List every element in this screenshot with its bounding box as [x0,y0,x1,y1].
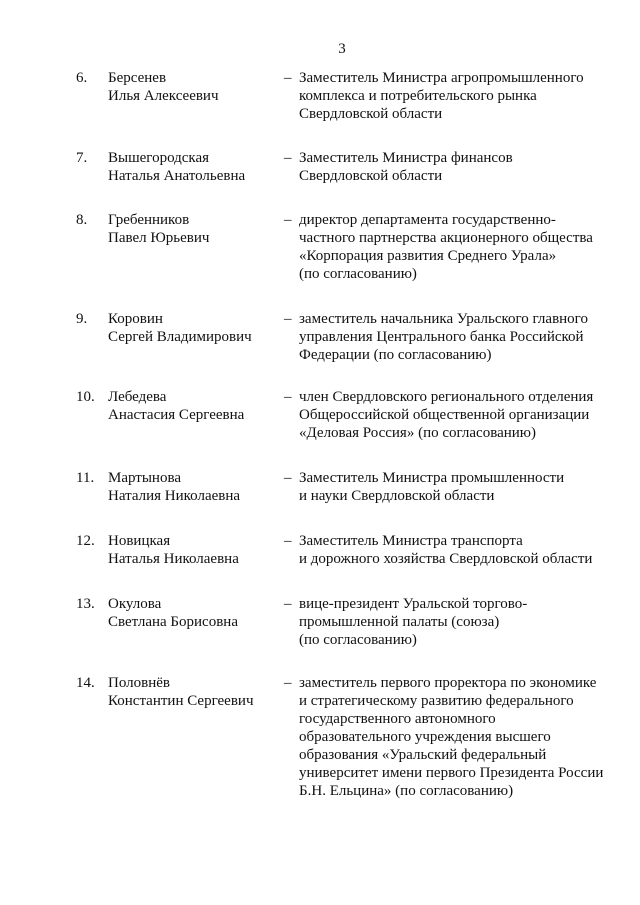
member-position [299,310,619,364]
position-line: Заместитель Министра промышленности [299,470,565,486]
member-surname: Берсенев [108,70,167,86]
member-surname: Гребенников [108,212,190,228]
position-line: вице-президент Уральской торгово- [299,596,528,612]
position-line: Б.Н. Ельцина» (по согласованию) [299,783,514,799]
entry-number: 9. [76,311,88,327]
member-given-names: Наталия Николаевна [108,488,241,504]
page-number: 3 [338,41,346,57]
position-line: образовательного учреждения высшего [299,729,551,745]
position-line: Свердловской области [299,168,443,184]
entry-number: 7. [76,150,88,166]
member-surname: Коровин [108,311,163,327]
separator-dash: – [284,470,292,486]
position-line: управления Центрального банка Российской [299,329,584,345]
position-line: Заместитель Министра транспорта [299,533,523,549]
position-line: Заместитель Министра агропромышленного [299,70,584,86]
member-given-names: Светлана Борисовна [108,614,238,630]
member-given-names: Сергей Владимирович [108,329,252,345]
member-surname: Лебедева [108,389,167,405]
member-name [108,595,278,631]
member-given-names: Павел Юрьевич [108,230,210,246]
member-given-names: Анастасия Сергеевна [108,407,245,423]
member-name [108,388,278,424]
position-line: комплекса и потребительского рынка [299,88,537,104]
member-position [299,595,619,649]
position-line: государственного автономного [299,711,496,727]
position-line: Общероссийской общественной организации [299,407,590,423]
member-surname: Вышегородская [108,150,210,166]
entry-number: 12. [76,533,95,549]
member-given-names: Илья Алексеевич [108,88,219,104]
member-name [108,310,278,346]
position-line: и дорожного хозяйства Свердловской области [299,551,593,567]
member-name [108,69,278,105]
member-surname: Окулова [108,596,162,612]
separator-dash: – [284,212,292,228]
position-line: (по согласованию) [299,632,417,648]
member-surname: Половнёв [108,675,170,691]
position-line: (по согласованию) [299,266,417,282]
separator-dash: – [284,596,292,612]
entry-number: 10. [76,389,95,405]
member-given-names: Константин Сергеевич [108,693,254,709]
member-name [108,149,278,185]
position-line: Федерации (по согласованию) [299,347,492,363]
position-line: директор департамента государственно- [299,212,556,228]
member-name [108,469,278,505]
member-position [299,469,619,505]
member-position [299,149,619,185]
position-line: «Деловая Россия» (по согласованию) [299,425,537,441]
member-given-names: Наталья Анатольевна [108,168,246,184]
position-line: Заместитель Министра финансов [299,150,513,166]
position-line: заместитель начальника Уральского главного [299,311,588,327]
separator-dash: – [284,70,292,86]
entry-number: 11. [76,470,95,486]
entry-number: 8. [76,212,88,228]
separator-dash: – [284,150,292,166]
position-line: и стратегическому развитию федерального [299,693,574,709]
position-line: и науки Свердловской области [299,488,495,504]
separator-dash: – [284,389,292,405]
member-name [108,674,278,710]
separator-dash: – [284,533,292,549]
entry-number: 13. [76,596,95,612]
member-position [299,532,619,568]
separator-dash: – [284,675,292,691]
member-position [299,69,619,123]
position-line: образования «Уральский федеральный [299,747,547,763]
member-surname: Новицкая [108,533,171,549]
position-line: заместитель первого проректора по экономике [299,675,597,691]
member-name [108,211,278,247]
member-given-names: Наталья Николаевна [108,551,239,567]
member-position [299,211,619,283]
member-surname: Мартынова [108,470,182,486]
position-line: промышленной палаты (союза) [299,614,500,630]
position-line: университет имени первого Президента России [299,765,604,781]
position-line: член Свердловского регионального отделения [299,389,594,405]
member-name [108,532,278,568]
member-position [299,674,619,800]
entry-number: 14. [76,675,95,691]
position-line: частного партнерства акционерного общества [299,230,593,246]
entry-number: 6. [76,70,88,86]
position-line: Свердловской области [299,106,443,122]
member-position [299,388,619,442]
separator-dash: – [284,311,292,327]
position-line: «Корпорация развития Среднего Урала» [299,248,557,264]
